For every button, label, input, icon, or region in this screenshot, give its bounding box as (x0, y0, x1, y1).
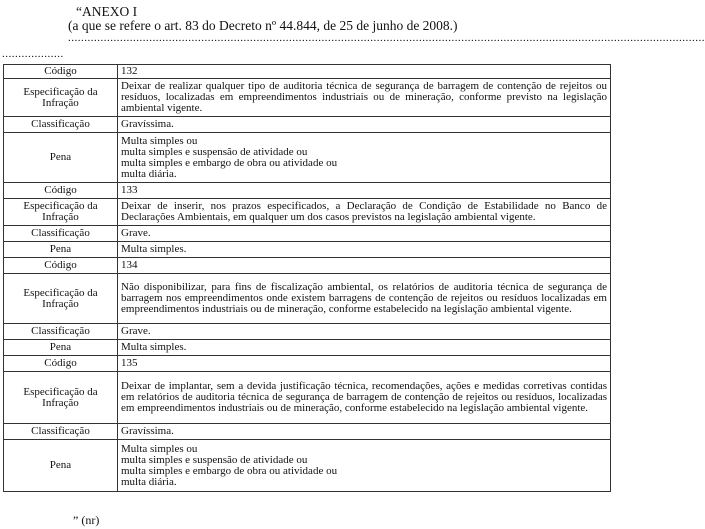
row-label: Código (4, 356, 118, 372)
row-value: Deixar de realizar qualquer tipo de auditoria técnica de segurança de barragem de contenção de rejeitos ou resíduos, localizadas em empreendimentos industriais ou de mineração, conforme previsto na legislação ambiental vigente. (118, 79, 611, 117)
row-label: Pena (4, 440, 118, 492)
row-label: Classificação (4, 324, 118, 340)
table-row (4, 274, 611, 324)
row-value: 134 (118, 258, 611, 274)
table-row (4, 133, 611, 183)
row-value: 133 (118, 183, 611, 199)
penalty-line: multa simples e embargo de obra ou atividade ou (121, 156, 338, 169)
dotted-line: .................................................................................................................................................................................................... (68, 32, 705, 44)
table-row (4, 440, 611, 492)
row-label: Especificação da Infração (4, 199, 118, 226)
table-row (4, 340, 611, 356)
row-label: Classificação (4, 424, 118, 440)
table-row (4, 183, 611, 199)
row-value: Deixar de inserir, nos prazos especificados, a Declaração de Condição de Estabilidade no Banco de Declarações Ambientais, em qualquer um dos casos previstos na legislação ambiental vigente. (118, 199, 611, 226)
penalty-line: Multa simples ou (121, 134, 198, 147)
infractions-table (3, 64, 611, 492)
table-row (4, 356, 611, 372)
row-value: Multa simples. (118, 242, 611, 258)
table-row (4, 199, 611, 226)
row-value: 132 (118, 65, 611, 79)
row-value: Não disponibilizar, para fins de fiscalização ambiental, os relatórios de auditoria técnica de segurança de barragem nos empreendimentos onde existem barragens de contenção de rejeitos ou resíduos localizadas em empreendimentos industriais ou de mineração, conforme estabelecido na legislação ambiental vigente. (118, 274, 611, 324)
table-row (4, 372, 611, 424)
row-value: 135 (118, 356, 611, 372)
row-label: Pena (4, 242, 118, 258)
table-row (4, 258, 611, 274)
row-value: Multa simples. (118, 340, 611, 356)
row-label: Classificação (4, 117, 118, 133)
table-row (4, 324, 611, 340)
table-row (4, 424, 611, 440)
penalty-line: Multa simples ou (121, 442, 198, 455)
row-value (118, 440, 611, 492)
penalty-line: multa diária. (121, 475, 177, 488)
table-row (4, 79, 611, 117)
row-label: Código (4, 65, 118, 79)
annex-subtitle: (a que se refere o art. 83 do Decreto nº 44.844, de 25 de junho de 2008.) (68, 18, 458, 33)
row-value: Gravíssima. (118, 117, 611, 133)
row-label: Código (4, 258, 118, 274)
row-label: Especificação da Infração (4, 274, 118, 324)
row-label: Classificação (4, 226, 118, 242)
penalty-line: multa simples e suspensão de atividade ou (121, 453, 308, 466)
row-value: Deixar de implantar, sem a devida justificação técnica, recomendações, ações e medidas corretivas contidas em relatórios de auditoria técnica de segurança de barragem de contenção de rejeitos ou resíduos, localizadas em empreendimentos industriais ou de mineração, conforme estabelecido na legislação ambiental vigente. (118, 372, 611, 424)
table-row (4, 65, 611, 79)
penalty-line: multa simples e embargo de obra ou atividade ou (121, 464, 338, 477)
row-label: Pena (4, 133, 118, 183)
row-label: Pena (4, 340, 118, 356)
penalty-line: multa diária. (121, 167, 177, 180)
row-label: Especificação da Infração (4, 372, 118, 424)
row-value: Grave. (118, 226, 611, 242)
dotted-line-short: ................... (2, 48, 64, 60)
table-row (4, 226, 611, 242)
row-label: Código (4, 183, 118, 199)
annex-header (0, 0, 705, 62)
row-value: Grave. (118, 324, 611, 340)
row-label: Especificação da Infração (4, 79, 118, 117)
closing-note: ” (nr) (73, 513, 100, 527)
annex-title: “ANEXO I (76, 4, 138, 19)
row-value (118, 133, 611, 183)
row-value: Gravíssima. (118, 424, 611, 440)
penalty-line: multa simples e suspensão de atividade ou (121, 145, 308, 158)
table-row (4, 242, 611, 258)
table-row (4, 117, 611, 133)
